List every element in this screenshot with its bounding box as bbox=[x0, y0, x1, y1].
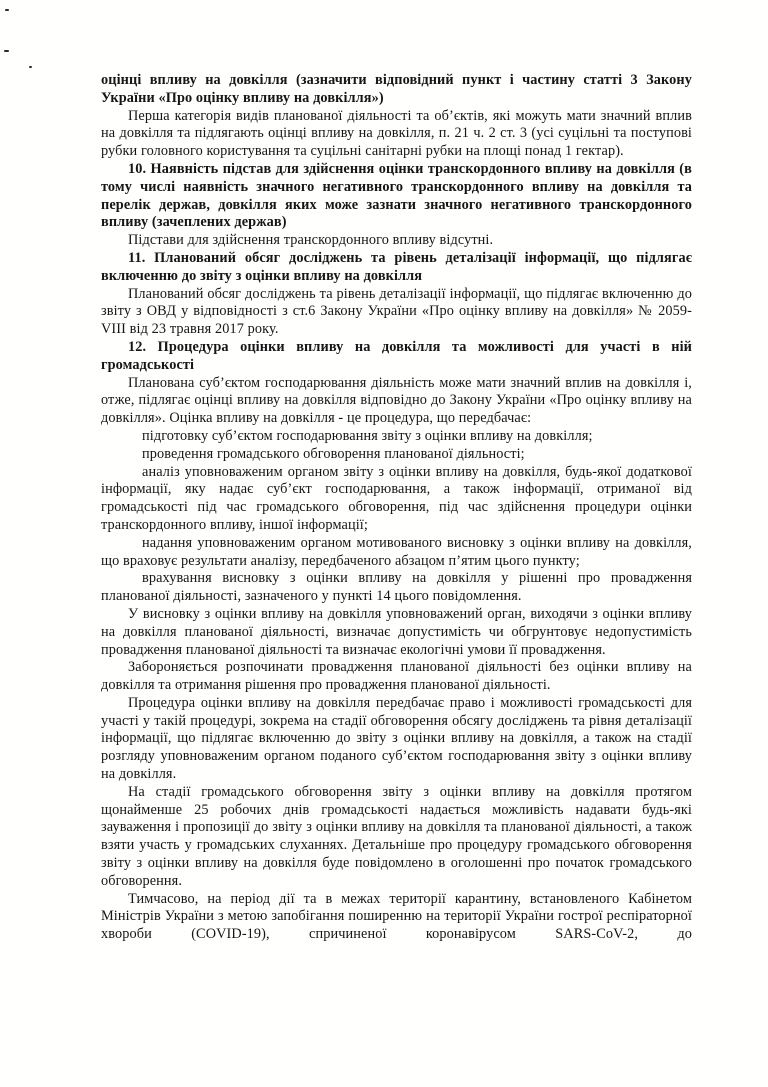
scan-artifact-2 bbox=[4, 50, 9, 52]
paragraph-prohibition: Забороняється розпочинати провадження планованої діяльності без оцінки впливу на довкілля та отримання рішення про провадження планованої діяльності. bbox=[101, 659, 692, 694]
paragraph-conclusion-authority: У висновку з оцінки впливу на довкілля уповноважений орган, виходячи з оцінки впливу на довкілля планованої діяльності, визначає допустимість чи обгрунтовує недопустимість провадження планованої діяльності та визначає екологічні умови її провадження. bbox=[101, 605, 692, 658]
paragraph-heading-continued: оцінці впливу на довкілля (зазначити відповідний пункт і частину статті 3 Закону України «Про оцінку впливу на довкілля») bbox=[101, 72, 692, 106]
procedure-item-5: врахування висновку з оцінки впливу на довкілля у рішенні про провадження планованої діяльності, зазначеного у пункті 14 цього повідомлення. bbox=[101, 570, 692, 605]
paragraph-public-rights: Процедура оцінки впливу на довкілля передбачає право і можливості громадськості для участі у такій процедурі, зокрема на стадії обговорення обсягу досліджень та рівня деталізації інформації, що підлягає включенню до звіту з оцінки впливу на довкілля, а також на стадії розгляду уповноваженим органом поданого суб’єктом господарювання звіту з оцінки впливу на довкілля. bbox=[101, 694, 692, 783]
procedure-item-3: аналіз уповноваженим органом звіту з оцінки впливу на довкілля, будь-якої додаткової інформації, яку надає суб’єкт господарювання, а також інформації, отриманої від громадськості під час громадського обговорення, під час здійснення процедури оцінки транскордонного впливу, іншої інформації; bbox=[101, 463, 692, 533]
heading-section-11: 11. Планований обсяг досліджень та рівень деталізації інформації, що підлягає включенню до звіту з оцінки впливу на довкілля bbox=[101, 249, 692, 284]
scan-artifact-3 bbox=[29, 66, 32, 68]
procedure-item-2: проведення громадського обговорення планованої діяльності; bbox=[142, 445, 525, 462]
paragraph-public-discussion: На стадії громадського обговорення звіту з оцінки впливу на довкілля протягом щонайменше 25 робочих днів громадськості надається можливість надавати будь-які зауваження і пропозиції до звіту з оцінки впливу на довкілля та планованої діяльності, а також взяти участь у громадських слуханнях. Детальніше про процедуру громадського обговорення звіту з оцінки впливу на довкілля буде повідомлено в оголошенні про початок громадського обговорення. bbox=[101, 783, 692, 889]
procedure-item-4: надання уповноваженим органом мотивованого висновку з оцінки впливу на довкілля, що враховує результати аналізу, передбаченого абзацом п’ятим цього пункту; bbox=[101, 534, 692, 569]
scan-artifact-1 bbox=[5, 9, 9, 11]
heading-section-10: 10. Наявність підстав для здійснення оцінки транскордонного впливу на довкілля (в тому числі наявність значного негативного транскордонного впливу на довкілля та перелік держав, довкілля яких може зазнати значного негативного транскордонного впливу (зачеплених держав) bbox=[101, 160, 692, 231]
paragraph-research-scope: Планований обсяг досліджень та рівень деталізації інформації, що підлягає включенню до звіту з ОВД у відповідності з ст.6 Закону України «Про оцінку впливу на довкілля» № 2059-VIII від 23 травня 2017 року. bbox=[101, 285, 692, 338]
document-body bbox=[101, 72, 692, 944]
procedure-item-1: підготовку суб’єктом господарювання звіту з оцінки впливу на довкілля; bbox=[142, 427, 593, 444]
paragraph-transboundary-absent: Підстави для здійснення транскордонного впливу відсутні. bbox=[128, 232, 494, 249]
heading-section-12: 12. Процедура оцінки впливу на довкілля та можливості для участі в ній громадськості bbox=[101, 338, 692, 373]
paragraph-procedure-intro: Планована суб’єктом господарювання діяльність може мати значний вплив на довкілля і, отже, підлягає оцінці впливу на довкілля відповідно до Закону України «Про оцінку впливу на довкілля». Оцінка впливу на довкілля - це процедура, що передбачає: bbox=[101, 374, 692, 427]
paragraph-first-category: Перша категорія видів планованої діяльності та об’єктів, які можуть мати значний вплив на довкілля та підлягають оцінці впливу на довкілля, п. 21 ч. 2 ст. 3 (усі суцільні та поступові рубки головного користування та суцільні санітарні рубки на площі понад 1 гектар). bbox=[101, 107, 692, 160]
paragraph-quarantine-continued: Тимчасово, на період дії та в межах території карантину, встановленого Кабінетом Міністрів України з метою запобігання поширенню на території України гострої респіраторної хвороби (COVID-19), спричиненої коронавірусом SARS-CoV-2, до bbox=[101, 890, 692, 943]
